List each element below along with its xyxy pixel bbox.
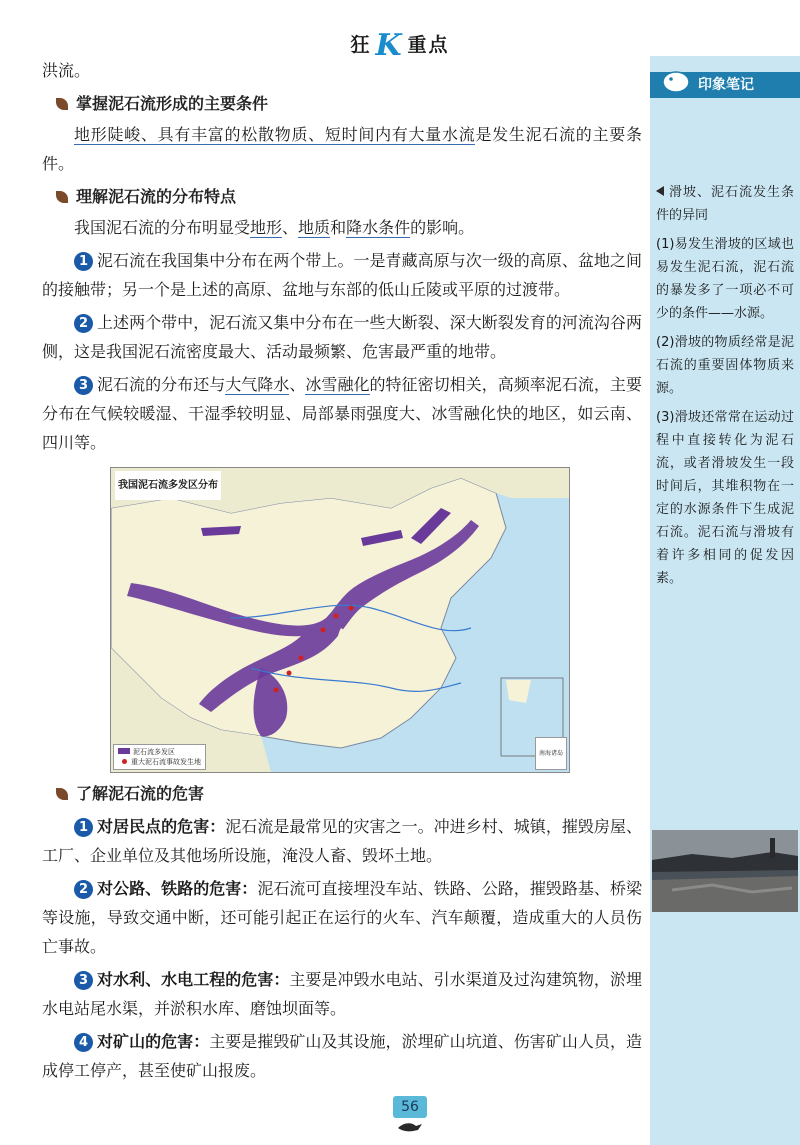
notes-sidebar xyxy=(650,56,800,1145)
hazard-point-3: 3 对水利、水电工程的危害：主要是冲毁水电站、引水渠道及过沟建筑物，淤埋水电站尾水渠，并淤积水库、磨蚀坝面等。 xyxy=(42,970,642,1018)
legend-dot-event xyxy=(122,759,127,764)
conditions-paragraph: 地形陡峻、具有丰富的松散物质、短时间内有大量水流是发生泥石流的主要条件。 xyxy=(42,125,642,173)
number-badge: 1 xyxy=(74,818,93,837)
china-map-graphic xyxy=(111,468,569,772)
leaf-bullet-icon xyxy=(56,191,68,203)
leaf-bullet-icon xyxy=(56,98,68,110)
number-badge: 3 xyxy=(74,376,93,395)
page-ornament-icon xyxy=(396,1120,424,1132)
notes-tab-label: 印象笔记 xyxy=(698,77,754,93)
hazard-point-2: 2 对公路、铁路的危害：泥石流可直接埋没车站、铁路、公路，摧毁路基、桥梁等设施，导致交通中断，还可能引起正在运行的火车、汽车颠覆，造成重大的人员伤亡事故。 xyxy=(42,879,642,956)
header-prefix: 狂 xyxy=(350,34,372,56)
section-heading-conditions: 掌握泥石流形成的主要条件 xyxy=(56,89,642,118)
note-item-1: (1)易发生滑坡的区域也易发生泥石流，泥石流的暴发多了一项必不可少的条件——水源。 xyxy=(656,237,794,321)
debris-flow-map xyxy=(110,467,570,773)
number-badge: 2 xyxy=(74,880,93,899)
header-suffix: 重点 xyxy=(407,34,450,56)
intro-text: 洪流。 xyxy=(42,61,91,80)
note-item-3: (3)滑坡还常常在运动过程中直接转化为泥石流，或者滑坡发生一段时间后，其堆积物在一定的水源条件下生成泥石流。泥石流与滑坡有着许多相同的促发因素。 xyxy=(656,410,794,586)
notes-text xyxy=(656,181,794,596)
elephant-icon xyxy=(658,66,692,96)
notes-tab xyxy=(650,72,800,98)
main-content xyxy=(42,56,642,1085)
map-inset-label: 南海诸岛 xyxy=(535,737,567,770)
page-number: 56 xyxy=(393,1096,427,1118)
map-title: 我国泥石流多发区分布 xyxy=(115,471,221,500)
landslide-photo xyxy=(652,830,798,912)
hazard-point-4: 4 对矿山的危害：主要是摧毁矿山及其设施，淤埋矿山坑道、伤害矿山人员，造成停工停产，甚至使矿山报废。 xyxy=(42,1032,642,1080)
note-title: 滑坡、泥石流发生条件的异同 xyxy=(656,185,794,223)
distribution-point-2: 2 上述两个带中，泥石流又集中分布在一些大断裂、深大断裂发育的河流沟谷两侧，这是我国泥石流密度最大、活动最频繁、危害最严重的地带。 xyxy=(42,313,642,361)
number-badge: 4 xyxy=(74,1033,93,1052)
section-heading-hazards: 了解泥石流的危害 xyxy=(56,779,642,808)
number-badge: 1 xyxy=(74,252,93,271)
note-item-2: (2)滑坡的物质经常是泥石流的重要固体物质来源。 xyxy=(656,335,794,396)
section-heading-distribution: 理解泥石流的分布特点 xyxy=(56,182,642,211)
distribution-intro: 我国泥石流的分布明显受地形、地质和降水条件的影响。 xyxy=(74,218,475,237)
number-badge: 3 xyxy=(74,971,93,990)
hazard-point-1: 1 对居民点的危害：泥石流是最常见的灾害之一。冲进乡村、城镇，摧毁房屋、工厂、企业单位及其他场所设施，淹没人畜、毁坏土地。 xyxy=(42,817,642,865)
header-k-logo: K xyxy=(375,28,404,63)
number-badge: 2 xyxy=(74,314,93,333)
distribution-point-1: 1 泥石流在我国集中分布在两个带上。一是青藏高原与次一级的高原、盆地之间的接触带；另一个是上述的高原、盆地与东部的低山丘陵或平原的过渡带。 xyxy=(42,251,642,299)
leaf-bullet-icon xyxy=(56,788,68,800)
map-legend: 泥石流多发区 重大泥石流事故发生地 xyxy=(113,744,206,770)
distribution-point-3: 3 泥石流的分布还与大气降水、冰雪融化的特征密切相关，高频率泥石流，主要分布在气候较暖湿、干湿季较明显、局部暴雨强度大、冰雪融化快的地区，如云南、四川等。 xyxy=(42,375,642,452)
triangle-pointer-icon xyxy=(656,186,664,196)
legend-swatch-area xyxy=(118,748,130,754)
